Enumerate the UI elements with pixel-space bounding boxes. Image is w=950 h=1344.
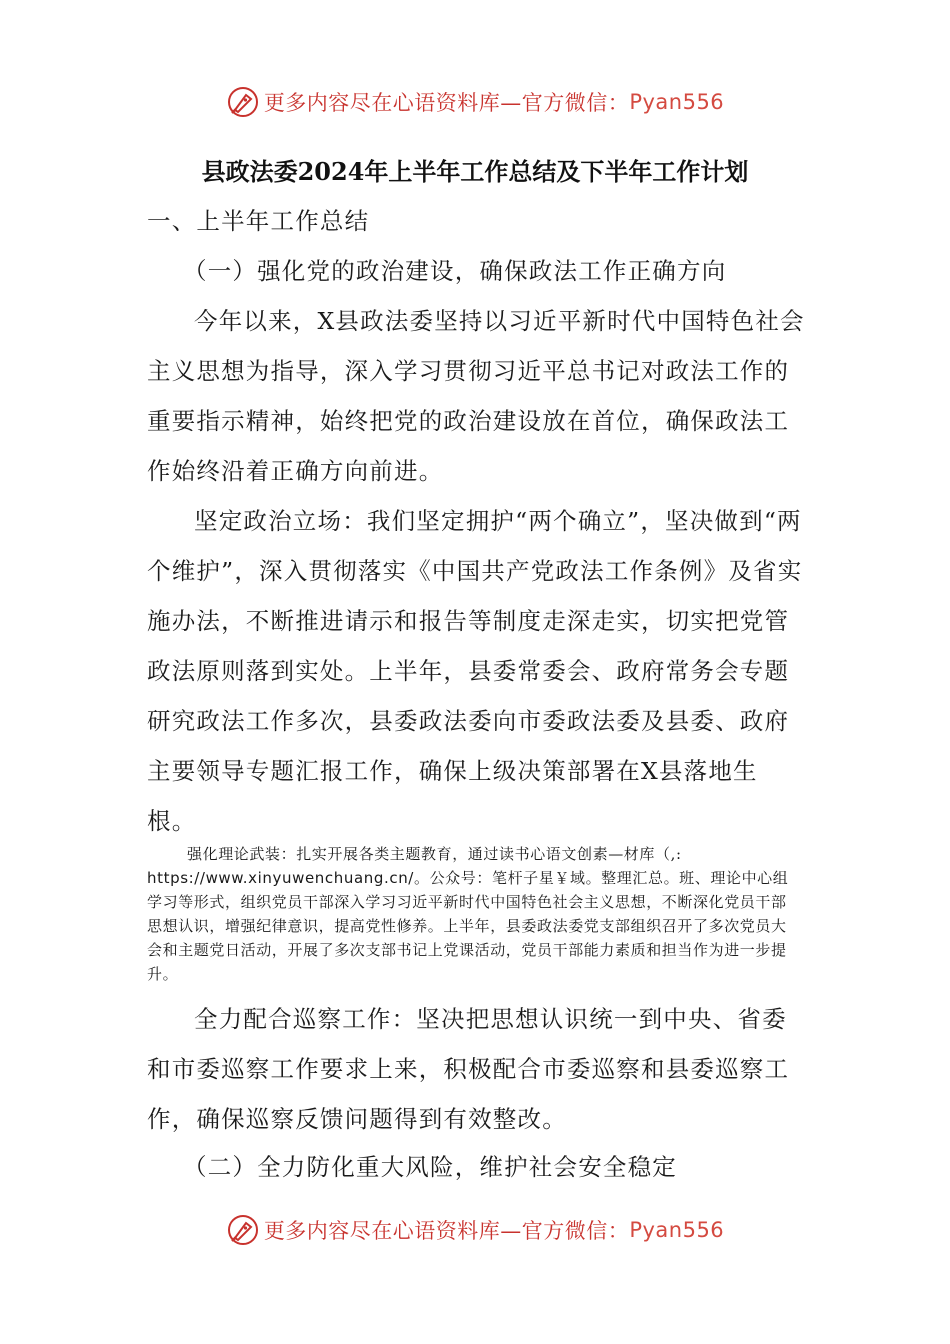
watermark-text: 更多内容尽在心语资料库—官方微信： <box>263 91 630 115</box>
header-watermark <box>0 82 950 122</box>
paragraph-4: 全力配合巡察工作：坚决把思想认识统一到中央、省委和市委巡察工作要求上来，积极配合市委巡察和县委巡察工作，确保巡察反馈问题得到有效整改。 <box>147 1005 790 1133</box>
paragraph-3-body: 。公众号：笔杆子星￥域。整理汇总。班、理论中心组学习等形式，组织党员干部深入学习习近平新时代中国特色社会主义思想，不断深化党员干部思想认识，增强纪律意识，提高党性修养。上半年，县委政法委党支部组织召开了多次党员大会和主题党日活动，开展了多次支部书记上党课活动，党员干部能力素质和担当作为进一步提升。 <box>147 869 789 983</box>
subsection-heading-1: （一）强化党的政治建设，确保政法工作正确方向 <box>183 257 727 285</box>
footer-watermark <box>0 1210 950 1250</box>
watermark-wechat-id: Pyan556 <box>629 90 725 114</box>
source-link[interactable]: https://www.xinyuwenchuang.cn/ <box>147 869 414 887</box>
section-heading-1: 一、上半年工作总结 <box>147 207 370 235</box>
paragraph-3 <box>147 842 797 986</box>
watermark-text: 更多内容尽在心语资料库—官方微信： <box>263 1219 630 1243</box>
pen-nib-icon <box>226 1213 260 1247</box>
subsection-heading-2: （二）全力防化重大风险，维护社会安全稳定 <box>183 1153 677 1181</box>
pen-nib-icon <box>226 85 260 119</box>
watermark-wechat-id: Pyan556 <box>629 1218 725 1242</box>
paragraph-2: 坚定政治立场：我们坚定拥护“两个确立”，坚决做到“两个维护”，深入贯彻落实《中国共产党政法工作条例》及省实施办法，不断推进请示和报告等制度走深走实，切实把党管政法原则落到实处。上半年，县委常委会、政府常务会专题研究政法工作多次，县委政法委向市委政法委及县委、政府主要领导专题汇报工作，确保上级决策部署在X县落地生根。 <box>147 507 803 835</box>
paragraph-3-lead: 强化理论武装：扎实开展各类主题教育，通过读书心语文创素—材库（,: <box>187 845 682 863</box>
paragraph-1: 今年以来，X县政法委坚持以习近平新时代中国特色社会主义思想为指导，深入学习贯彻习近平总书记对政法工作的重要指示精神，始终把党的政治建设放在首位，确保政法工作始终沿着正确方向前进。 <box>147 307 805 485</box>
document-title: 县政法委2024年上半年工作总结及下半年工作计划 <box>201 157 749 186</box>
